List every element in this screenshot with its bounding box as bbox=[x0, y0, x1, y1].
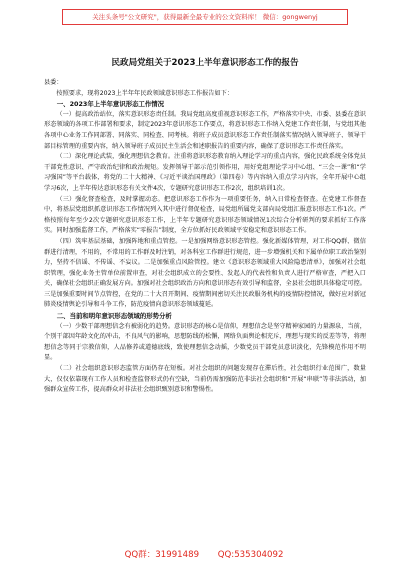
qq-text: QQ:535304092 bbox=[217, 550, 284, 560]
section-heading-1: 一、2023年上半年意识形态工作情况 bbox=[56, 100, 165, 109]
report-document bbox=[44, 56, 366, 396]
qq-group-text: QQ群：31991489 bbox=[124, 550, 200, 560]
paragraph-grassroots: （四）筑牢基层基础，加强阵地和重点管控。一是加强网络意识形态管控。强化新媒体管理，对工作QQ群、微信群进行清理，不用的，不常用的工作群及时注销，对各科室工作群进行规范，进一步增强机关和下属单位职工政治鉴别力，坚持不信谣、不传谣、不妄议。二是加强重点风险管控。建立《意识形态领域重大风险隐患清单》，加强对社会组织管理，强化业务主管单位前置审查，对社会组织成立的会要性、发起人的代表性和负责人进行严格审查，严把入口关，确保社会组织正确发展方向。加强对社会组织政治方向和意识形态有效引导和监督，全县社会组织具体稳定可控。三是加强重要时间节点管控，在党的二十大召开期间、疫情期间密切关注民政服务机构的疫情防控情况，做好应对新冠肺炎疫情舆论引导和斗争工作，防范疫情向意识形态领域蔓延。 bbox=[44, 237, 366, 309]
promo-banner: 关注头条号"公文研究"，获得最新全最专业的公文资料库！ 微信：gongwenyj bbox=[62, 9, 348, 25]
paragraph-ideals: （一）少数干部理想信念有被弱化的趋势。意识形态的核心是信仰，理想信念是坚守精神家园的力量源泉，当前，个别干部因年龄文化的冲击，不良风气的影响，思想防线的松懈，网络负面舆论相充斥，理想与现实的反差等等，将理想信念等同于宗教信仰，人品修养或道德底线，致使理想信念动摇，少数党员干部党员意识淡化，先锋模范作用不明显。 bbox=[44, 322, 366, 362]
paragraph-inspection: （三）强化督查检查，及时掌握动态。把意识形态工作作为一项重要任务，纳入日常检查督查。在党建工作督查中，将基层党组织抓意识形态工作情况列入其中进行督促检查，局党组所属党支部向局党组汇报意识形态工作1次。严格按照每年至少2次专题研究意识形态工作，上半年专题研究意识形态领域情况1次综合分析研判的要求抓好工作落实。同时加强监督工作，严格落实“零报告”制度，全方位抓好民政领域平安稳定和意识形态工作。 bbox=[44, 195, 366, 235]
section-heading-2: 二、当前和明年意识形态领域的形势分析 bbox=[56, 312, 172, 321]
salutation: 县委： bbox=[44, 79, 63, 86]
intro-paragraph: 按照要求，现将2023上半年年民政领域意识形态工作报告如下： bbox=[56, 89, 234, 97]
contact-footer bbox=[0, 548, 408, 560]
paragraph-theory: （二）深化理论武装，强化理想信念教育。注重将意识形态教育纳入理论学习的重点内容，强化民政系统全体党员干部党性意识、严守政治纪律和政治规矩。发挥领导干部示范引领作用，用好党组理论学习中心组、“三会一课”和“学习强国”等平台载体，将党的二十大精神、《习近平谈治国理政》（第四卷）等内容纳入重点学习内容，全年开展中心组学习6次，上半年传达意识形态有关文件4次，专题研究意识形态工作2次，组织培训1次。 bbox=[44, 153, 366, 192]
paragraph-supervision: （二）社会组织意识形态监管方面仍存在短板。对社会组织的问题发现存在滞后性，社会组织行业范围广，数量大，仅仅依靠现有工作人员和检查监督形式仍有空缺，当前仍需加强防范非法社会组织和“开展“串联”等非法活动，加强群众宣传工作，提高群众对非法社会组织甄别意识和警惕性。 bbox=[44, 365, 366, 394]
paragraph-responsibility: （一）提高政治站位，落实意识形态责任制。我局党组高度重视意识形态工作，严格落实中央、市委、县委在意识形态领域的各项工作部署和要求，制定2023年意识形态工作要点，将意识形态工作纳入党建工作责任制，与党组其他各项中心业务工作同部署、同落实、同检查、同考核。将班子成员意识形态工作责任制落实情况纳入领导班子、领导干部目标管理的重要内容，纳入领导班子成员民主生活会和述职报告的重要内容，确保了意识形态工作责任落实。 bbox=[44, 110, 366, 150]
report-title: 民政局党组关于2023上半年意识形态工作的报告 bbox=[111, 58, 299, 68]
